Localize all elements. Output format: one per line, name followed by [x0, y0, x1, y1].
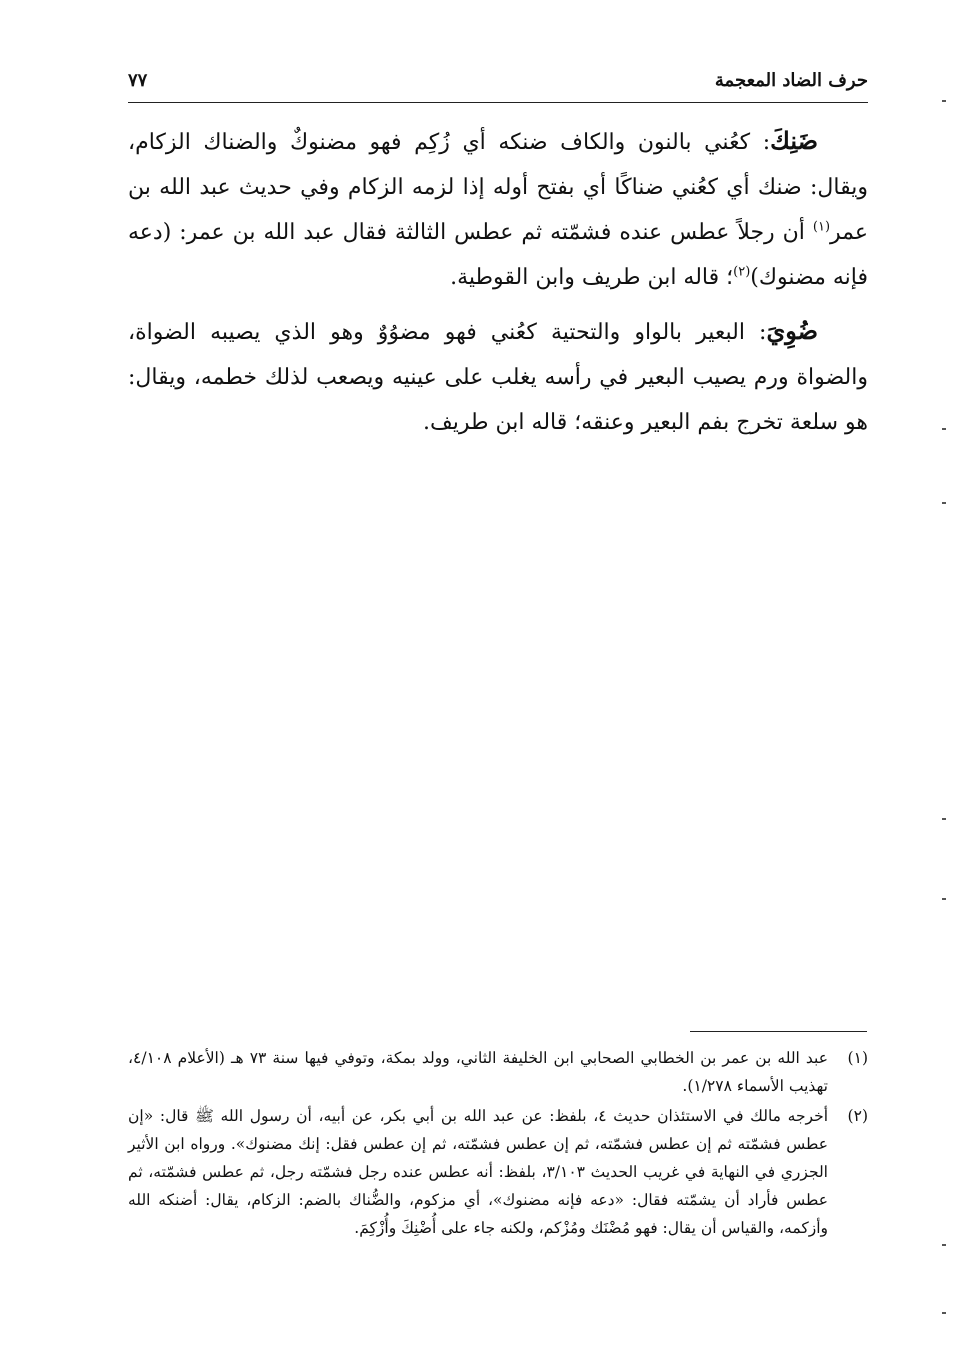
running-title: حرف الضاد المعجمة [714, 70, 868, 91]
header-rule [128, 102, 868, 103]
footnote-number: (١) [847, 1049, 868, 1067]
scan-margin-mark [942, 898, 946, 900]
scan-margin-mark [942, 1312, 946, 1314]
footnote-ref-1[interactable]: (١) [812, 219, 831, 235]
entry-term: ضَنِكَ [770, 126, 818, 155]
entry-text: : البعير بالواو والتحتية كعُني فهو مضوُوٌ وهو الذي يصيبه الضواة، والضواة ورم يصيب البعير في رأسه يغلب على عينيه ويصعب لذلك خطمه، ويقال: هو سلعة تخرج بفم البعير وعنقه؛ قاله ابن طريف. [128, 320, 868, 435]
footnote-2 [128, 1102, 868, 1242]
main-text [128, 118, 868, 453]
entry-text-part-2: أن رجلاً عطس عنده فشمّته ثم عطس الثالثة فقال عبد الله بن عمر: (دعه فإنه مضنوك) [128, 220, 868, 290]
scan-margin-mark [942, 818, 946, 820]
footnote-number: (٢) [847, 1107, 868, 1125]
scan-margin-mark [942, 428, 946, 430]
entry-text-part-3: ؛ قاله ابن طريف وابن القوطية. [450, 265, 734, 290]
entry-danika [128, 118, 868, 300]
footnote-text: عبد الله بن عمر بن الخطابي الصحابي ابن الخليفة الثاني، وولد بمكة، وتوفي فيها سنة ٧٣ هـ (الأعلام ٤/١٠٨، تهذيب الأسماء ١/٢٧٨). [128, 1049, 828, 1095]
entry-term: ضُوِيَ [766, 316, 818, 345]
footnote-rule [690, 1031, 867, 1032]
footnote-text: أخرجه مالك في الاستئذان حديث ٤، بلفظ: عن عبد الله بن أبي بكر، عن أبيه، أن رسول الله ﷺ قال: «إن عطس فشمّته ثم إن عطس فشمّته، ثم إن عطس فشمّته، ثم إن عطس فقل: إنك مضنوك». ورواه ابن الأثير الجزري في النهاية في غريب الحديث ٣/١٠٣، بلفظ: أنه عطس عنده رجل فشمّته رجل، ثم عطس فشمّته، ثم عطس فأراد أن يشمّته فقال: «دعه فإنه مضنوك»، أي مزكوم، والضُّناك بالضم: الزكام، يقال: أضنكه الله وأزكمه، والقياس أن يقال: فهو مُضْنَك ومُزْكم، ولكنه جاء على أُضْنِكَ وأُزْكِمَ. [128, 1107, 828, 1237]
footnotes [128, 1044, 868, 1244]
entry-duwiya [128, 308, 868, 445]
scan-margin-mark [942, 1244, 946, 1246]
page-number: ٧٧ [128, 70, 148, 91]
scan-margin-mark [942, 100, 946, 102]
footnote-ref-2[interactable]: (٢) [733, 264, 751, 280]
entry-text-part-1: : كعُني بالنون والكاف ضنكه أي زُكِم فهو مضنوكٌ والضناك الزكام، ويقال: ضنك أي كعُني ضناكًا أي بفتح أوله إذا لزمه الزكام وفي حديث عبد الله بن عمر [128, 130, 868, 245]
scan-margin-mark [942, 502, 946, 504]
page-header [128, 66, 868, 106]
footnote-1 [128, 1044, 868, 1100]
